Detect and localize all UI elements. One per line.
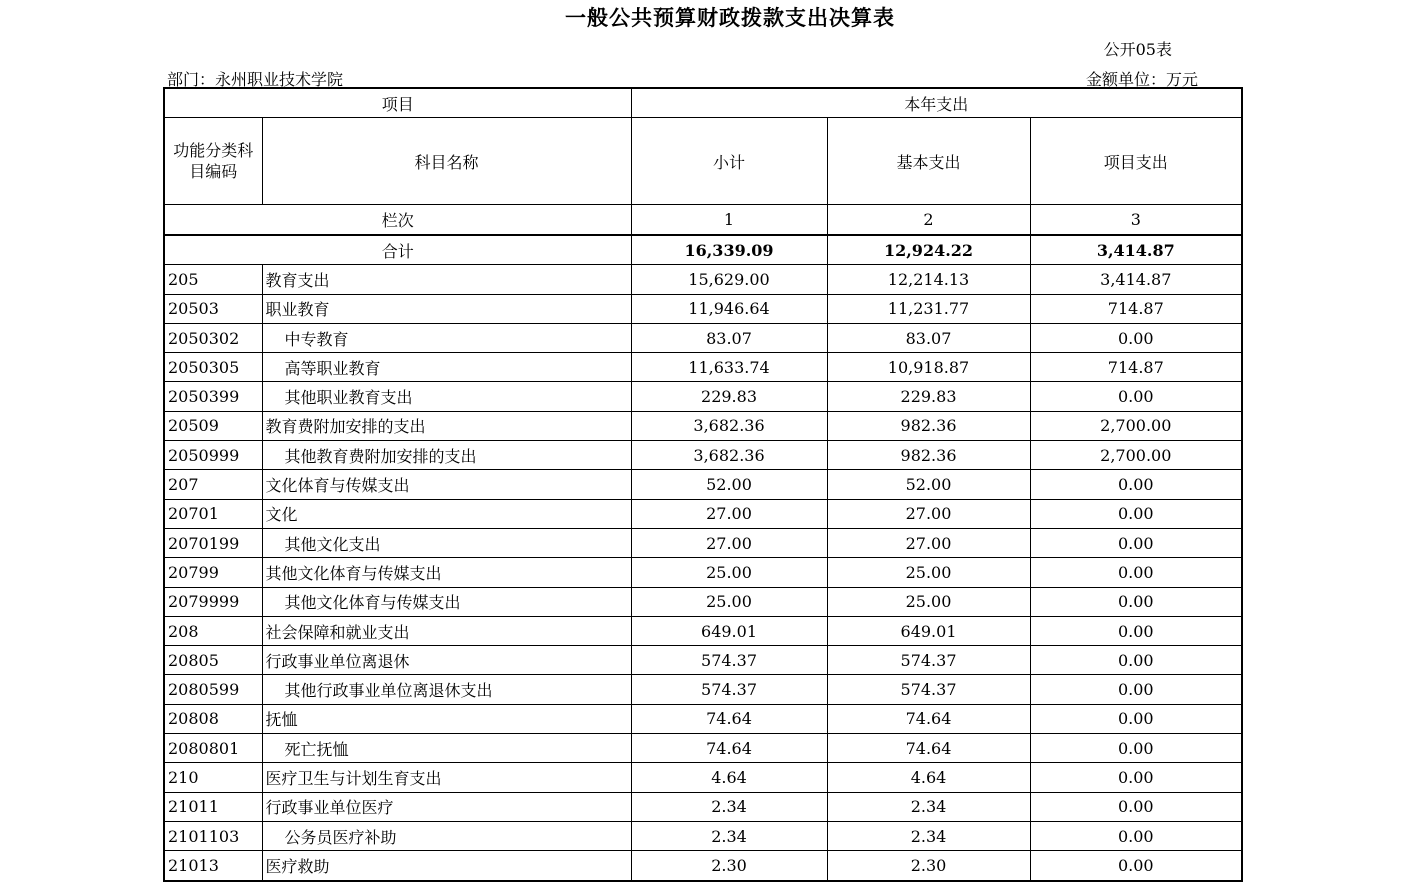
row-name: 公务员医疗补助: [262, 821, 631, 850]
total-project: 3,414.87: [1030, 235, 1242, 265]
table-row: [164, 704, 1242, 733]
row-name: 行政事业单位离退休: [262, 646, 631, 675]
row-code: 2070199: [164, 528, 262, 557]
row-subtotal: 25.00: [631, 587, 827, 616]
row-basic: 2.34: [827, 792, 1030, 821]
row-basic: 649.01: [827, 616, 1030, 645]
row-name: 其他文化体育与传媒支出: [262, 587, 631, 616]
table-row: [164, 763, 1242, 792]
table-row: [164, 851, 1242, 881]
total-row: [164, 235, 1242, 265]
row-subtotal: 574.37: [631, 675, 827, 704]
header-code: 功能分类科目编码: [164, 118, 262, 205]
row-name: 中专教育: [262, 323, 631, 352]
row-basic: 25.00: [827, 587, 1030, 616]
table-row: [164, 265, 1242, 294]
row-basic: 574.37: [827, 646, 1030, 675]
table-row: [164, 616, 1242, 645]
table-row: [164, 646, 1242, 675]
row-name: 死亡抚恤: [262, 734, 631, 763]
row-name: 教育支出: [262, 265, 631, 294]
row-subtotal: 4.64: [631, 763, 827, 792]
row-project: 0.00: [1030, 851, 1242, 881]
table-row: [164, 587, 1242, 616]
row-subtotal: 2.34: [631, 821, 827, 850]
row-code: 205: [164, 265, 262, 294]
row-subtotal: 83.07: [631, 323, 827, 352]
table-row: [164, 441, 1242, 470]
row-name: 其他行政事业单位离退休支出: [262, 675, 631, 704]
row-subtotal: 2.30: [631, 851, 827, 881]
table-row: [164, 470, 1242, 499]
row-name: 行政事业单位医疗: [262, 792, 631, 821]
row-project: 714.87: [1030, 294, 1242, 323]
row-basic: 10,918.87: [827, 353, 1030, 382]
row-code: 208: [164, 616, 262, 645]
row-name: 社会保障和就业支出: [262, 616, 631, 645]
row-subtotal: 74.64: [631, 704, 827, 733]
row-subtotal: 3,682.36: [631, 411, 827, 440]
row-code: 20503: [164, 294, 262, 323]
header-project: 项目支出: [1030, 118, 1242, 205]
row-name: 其他文化支出: [262, 528, 631, 557]
row-project: 3,414.87: [1030, 265, 1242, 294]
row-basic: 27.00: [827, 499, 1030, 528]
row-project: 0.00: [1030, 382, 1242, 411]
row-subtotal: 3,682.36: [631, 441, 827, 470]
total-label: 合计: [164, 235, 631, 265]
table-row: [164, 294, 1242, 323]
row-subtotal: 2.34: [631, 792, 827, 821]
row-basic: 83.07: [827, 323, 1030, 352]
row-code: 2080599: [164, 675, 262, 704]
row-project: 0.00: [1030, 323, 1242, 352]
row-code: 2050999: [164, 441, 262, 470]
header-basic: 基本支出: [827, 118, 1030, 205]
row-name: 抚恤: [262, 704, 631, 733]
row-project: 0.00: [1030, 616, 1242, 645]
row-name: 其他文化体育与传媒支出: [262, 558, 631, 587]
table-row: [164, 499, 1242, 528]
department-label: 部门：永州职业技术学院: [167, 70, 344, 89]
row-code: 20701: [164, 499, 262, 528]
row-project: 714.87: [1030, 353, 1242, 382]
table-row: [164, 353, 1242, 382]
row-code: 20509: [164, 411, 262, 440]
row-basic: 27.00: [827, 528, 1030, 557]
row-project: 2,700.00: [1030, 441, 1242, 470]
header-subtotal: 小计: [631, 118, 827, 205]
row-subtotal: 574.37: [631, 646, 827, 675]
table-row: [164, 528, 1242, 557]
row-subtotal: 52.00: [631, 470, 827, 499]
table-row: [164, 734, 1242, 763]
row-subtotal: 11,946.64: [631, 294, 827, 323]
page-title: 一般公共预算财政拨款支出决算表: [565, 6, 895, 30]
row-basic: 982.36: [827, 441, 1030, 470]
table-row: [164, 675, 1242, 704]
row-code: 2050399: [164, 382, 262, 411]
row-name: 其他职业教育支出: [262, 382, 631, 411]
row-subtotal: 27.00: [631, 499, 827, 528]
row-name: 医疗卫生与计划生育支出: [262, 763, 631, 792]
row-basic: 52.00: [827, 470, 1030, 499]
header-name: 科目名称: [262, 118, 631, 205]
row-project: 0.00: [1030, 734, 1242, 763]
header-current-year: 本年支出: [631, 88, 1242, 118]
row-basic: 982.36: [827, 411, 1030, 440]
row-basic: 229.83: [827, 382, 1030, 411]
column-index-1: 1: [631, 205, 827, 236]
row-project: 0.00: [1030, 470, 1242, 499]
row-code: 21011: [164, 792, 262, 821]
row-subtotal: 25.00: [631, 558, 827, 587]
row-project: 0.00: [1030, 675, 1242, 704]
row-name: 高等职业教育: [262, 353, 631, 382]
row-basic: 74.64: [827, 734, 1030, 763]
row-name: 文化体育与传媒支出: [262, 470, 631, 499]
row-code: 207: [164, 470, 262, 499]
row-code: 2080801: [164, 734, 262, 763]
row-project: 0.00: [1030, 821, 1242, 850]
row-project: 0.00: [1030, 499, 1242, 528]
row-basic: 11,231.77: [827, 294, 1030, 323]
row-subtotal: 74.64: [631, 734, 827, 763]
expenditure-table: [163, 87, 1243, 882]
row-name: 教育费附加安排的支出: [262, 411, 631, 440]
row-code: 2050305: [164, 353, 262, 382]
row-code: 20799: [164, 558, 262, 587]
row-code: 2050302: [164, 323, 262, 352]
row-basic: 12,214.13: [827, 265, 1030, 294]
table-row: [164, 792, 1242, 821]
total-subtotal: 16,339.09: [631, 235, 827, 265]
column-index-3: 3: [1030, 205, 1242, 236]
row-project: 2,700.00: [1030, 411, 1242, 440]
row-code: 21013: [164, 851, 262, 881]
row-name: 其他教育费附加安排的支出: [262, 441, 631, 470]
row-basic: 4.64: [827, 763, 1030, 792]
row-name: 职业教育: [262, 294, 631, 323]
table-row: [164, 558, 1242, 587]
row-code: 2101103: [164, 821, 262, 850]
row-code: 20805: [164, 646, 262, 675]
row-basic: 25.00: [827, 558, 1030, 587]
column-index-label: 栏次: [164, 205, 631, 236]
row-code: 210: [164, 763, 262, 792]
row-code: 20808: [164, 704, 262, 733]
row-code: 2079999: [164, 587, 262, 616]
table-row: [164, 821, 1242, 850]
form-number: 公开05表: [1103, 40, 1172, 59]
table-row: [164, 323, 1242, 352]
row-subtotal: 15,629.00: [631, 265, 827, 294]
table-row: [164, 411, 1242, 440]
table-row: [164, 382, 1242, 411]
amount-unit-label: 金额单位：万元: [1085, 70, 1198, 89]
row-project: 0.00: [1030, 558, 1242, 587]
row-basic: 574.37: [827, 675, 1030, 704]
row-subtotal: 229.83: [631, 382, 827, 411]
header-item: 项目: [164, 88, 631, 118]
row-basic: 2.30: [827, 851, 1030, 881]
row-name: 医疗救助: [262, 851, 631, 881]
row-project: 0.00: [1030, 587, 1242, 616]
row-basic: 74.64: [827, 704, 1030, 733]
row-project: 0.00: [1030, 792, 1242, 821]
total-basic: 12,924.22: [827, 235, 1030, 265]
column-index-2: 2: [827, 205, 1030, 236]
row-project: 0.00: [1030, 704, 1242, 733]
row-subtotal: 649.01: [631, 616, 827, 645]
row-name: 文化: [262, 499, 631, 528]
row-project: 0.00: [1030, 528, 1242, 557]
row-project: 0.00: [1030, 763, 1242, 792]
row-subtotal: 27.00: [631, 528, 827, 557]
row-project: 0.00: [1030, 646, 1242, 675]
row-subtotal: 11,633.74: [631, 353, 827, 382]
row-basic: 2.34: [827, 821, 1030, 850]
